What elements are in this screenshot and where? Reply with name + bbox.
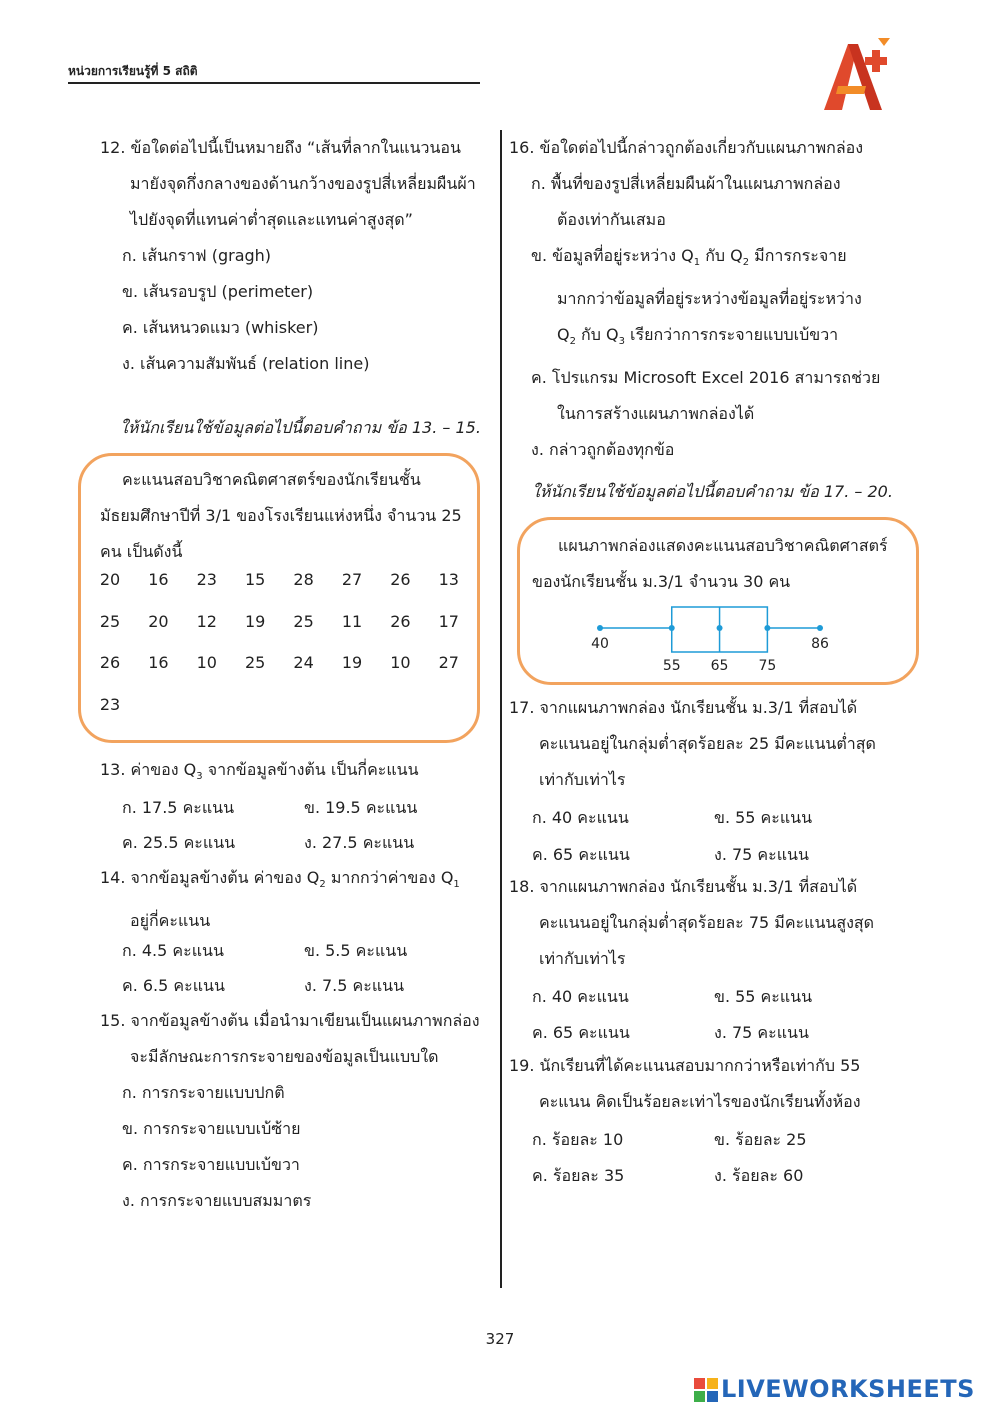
header-rule xyxy=(68,82,480,84)
q14-option-c[interactable]: ค. 6.5 คะแนน xyxy=(122,976,225,995)
score-cell: 20 xyxy=(148,611,169,631)
question-16 xyxy=(509,130,880,468)
q18-line-1: 18. จากแผนภาพกล่อง นักเรียนชั้น ม.3/1 ที่สอบได้ xyxy=(509,877,858,896)
score-cell: 23 xyxy=(99,694,121,714)
q16-b-text-2: กับ Q xyxy=(700,246,743,265)
q12-line-3: ไปยังจุดที่แทนค่าต่ำสุดและแทนค่าสูงสุด” xyxy=(130,210,413,229)
label-median: 65 xyxy=(710,658,729,674)
score-cell: 11 xyxy=(341,611,363,631)
q14-text-b: มากกว่าค่าของ Q xyxy=(325,868,454,887)
intro-17-20: ให้นักเรียนใช้ข้อมูลต่อไปนี้ตอบคำถาม ข้อ 17. – 20. xyxy=(532,482,893,501)
score-cell: 10 xyxy=(196,653,217,672)
score-cell: 25 xyxy=(293,611,314,631)
q12-option-a[interactable]: ก. เส้นกราฟ (gragh) xyxy=(122,246,272,265)
question-15 xyxy=(100,1003,480,1219)
q17-line-2: คะแนนอยู่ในกลุ่มต่ำสุดร้อยละ 25 มีคะแนนต่ำสุด xyxy=(539,734,876,753)
q17-line-1: 17. จากแผนภาพกล่อง นักเรียนชั้น ม.3/1 ที่สอบได้ xyxy=(509,698,858,717)
score-cell: 25 xyxy=(99,611,121,631)
score-cell: 26 xyxy=(99,653,121,672)
q15-option-b[interactable]: ข. การกระจายแบบเบ้ซ้าย xyxy=(122,1119,301,1138)
data-box-text xyxy=(100,462,462,570)
boxplot-caption xyxy=(532,528,888,600)
max-point xyxy=(817,625,823,631)
question-17 xyxy=(509,690,876,798)
question-18 xyxy=(509,869,874,977)
score-cell: 15 xyxy=(245,570,266,589)
q15-line-2: จะมีลักษณะการกระจายของข้อมูลเป็นแบบใด xyxy=(130,1047,439,1066)
q14-line-2: อยู่กี่คะแนน xyxy=(130,911,211,931)
q13-option-c[interactable]: ค. 25.5 คะแนน xyxy=(122,833,236,852)
q12-line-1: 12. ข้อใดต่อไปนี้เป็นหมายถึง “เส้นที่ลากในแนวนอน xyxy=(100,138,461,157)
question-12 xyxy=(100,130,476,382)
q18-line-2: คะแนนอยู่ในกลุ่มต่ำสุดร้อยละ 75 มีคะแนนสูงสุด xyxy=(539,913,875,932)
score-cell: 27 xyxy=(341,570,363,589)
q19-option-b[interactable]: ข. ร้อยละ 25 xyxy=(714,1130,807,1149)
q18-option-d[interactable]: ง. 75 คะแนน xyxy=(714,1023,809,1042)
q12-option-d[interactable]: ง. เส้นความสัมพันธ์ (relation line) xyxy=(122,354,370,373)
q19-option-d[interactable]: ง. ร้อยละ 60 xyxy=(714,1166,804,1185)
q12-option-b[interactable]: ข. เส้นรอบรูป (perimeter) xyxy=(122,282,314,301)
q18-option-c[interactable]: ค. 65 คะแนน xyxy=(532,1023,630,1042)
q14-option-a[interactable]: ก. 4.5 คะแนน xyxy=(122,941,224,960)
score-cell: 17 xyxy=(438,611,459,631)
boxplot-caption-2: ของนักเรียนชั้น ม.3/1 จำนวน 30 คน xyxy=(532,572,791,591)
a-plus-logo-icon xyxy=(818,36,898,112)
q18-option-a[interactable]: ก. 40 คะแนน xyxy=(532,987,629,1006)
score-cell: 20 xyxy=(99,570,121,589)
q14-sub-b: 1 xyxy=(453,879,460,891)
q16-line-1: 16. ข้อใดต่อไปนี้กล่าวถูกต้องเกี่ยวกับแผนภาพกล่อง xyxy=(509,138,864,157)
q14-option-d[interactable]: ง. 7.5 คะแนน xyxy=(304,976,404,995)
q16-option-a[interactable]: ก. พื้นที่ของรูปสี่เหลี่ยมผืนผ้าในแผนภาพกล่อง xyxy=(531,174,841,193)
q15-option-a[interactable]: ก. การกระจายแบบปกติ xyxy=(122,1083,285,1102)
q17-option-b[interactable]: ข. 55 คะแนน xyxy=(714,808,813,827)
q16-option-b-cont: มากกว่าข้อมูลที่อยู่ระหว่างข้อมูลที่อยู่ระหว่าง xyxy=(557,289,862,309)
q17-option-c[interactable]: ค. 65 คะแนน xyxy=(532,845,630,864)
q16-b-text-1: ข. ข้อมูลที่อยู่ระหว่าง Q xyxy=(531,246,694,265)
q15-option-c[interactable]: ค. การกระจายแบบเบ้ขวา xyxy=(122,1155,300,1174)
min-point xyxy=(597,625,603,631)
score-cell: 26 xyxy=(390,611,411,631)
q16-b3-sub-1: 2 xyxy=(569,336,576,348)
label-q3: 75 xyxy=(758,658,777,674)
q16-option-c[interactable]: ค. โปรแกรม Microsoft Excel 2016 สามารถช่วย xyxy=(531,368,881,388)
page-number: 327 xyxy=(485,1330,515,1348)
score-cell: 24 xyxy=(293,653,314,672)
q19-option-c[interactable]: ค. ร้อยละ 35 xyxy=(532,1166,625,1185)
unit-header: หน่วยการเรียนรู้ที่ 5 สถิติ xyxy=(68,64,198,78)
q16-option-d[interactable]: ง. กล่าวถูกต้องทุกข้อ xyxy=(531,440,675,460)
q14-option-b[interactable]: ข. 5.5 คะแนน xyxy=(304,941,408,960)
question-19 xyxy=(509,1048,861,1120)
q12-option-c[interactable]: ค. เส้นหนวดแมว (whisker) xyxy=(122,318,319,337)
q17-line-3: เท่ากับเท่าไร xyxy=(539,770,626,789)
score-cell: 19 xyxy=(341,653,363,672)
score-cell: 27 xyxy=(438,653,459,672)
q1-point xyxy=(669,625,675,631)
q13-option-d[interactable]: ง. 27.5 คะแนน xyxy=(304,833,415,852)
q16-b-text-3: มีการกระจาย xyxy=(749,246,847,265)
q17-option-d[interactable]: ง. 75 คะแนน xyxy=(714,845,809,864)
q18-line-3: เท่ากับเท่าไร xyxy=(539,949,626,968)
label-min: 40 xyxy=(591,636,609,652)
data-line-3: คน เป็นดังนี้ xyxy=(100,542,183,561)
q16-option-a-cont: ต้องเท่ากันเสมอ xyxy=(557,210,666,229)
boxplot-chart xyxy=(530,598,900,676)
q16-b-sub-1: 1 xyxy=(693,257,701,269)
q16-b3-text-3: เรียกว่าการกระจายแบบเบ้ขวา xyxy=(624,325,839,345)
q16-option-c-cont: ในการสร้างแผนภาพกล่องได้ xyxy=(557,404,755,424)
liveworksheets-brand[interactable]: LIVEWORKSHEETS xyxy=(721,1375,975,1403)
data-line-1: คะแนนสอบวิชาคณิตศาสตร์ของนักเรียนชั้น xyxy=(122,470,421,489)
q19-line-2: คะแนน คิดเป็นร้อยละเท่าไรของนักเรียนทั้งห้อง xyxy=(539,1092,861,1111)
q16-b3-sub-2: 3 xyxy=(618,336,625,348)
q13-text-a: 13. ค่าของ Q xyxy=(100,760,197,779)
q17-option-a[interactable]: ก. 40 คะแนน xyxy=(532,808,629,827)
q16-option-b[interactable] xyxy=(509,238,880,281)
boxplot-caption-1: แผนภาพกล่องแสดงคะแนนสอบวิชาคณิตศาสตร์ xyxy=(558,536,888,555)
q15-line-1: 15. จากข้อมูลข้างต้น เมื่อนำมาเขียนเป็นแผนภาพกล่อง xyxy=(100,1011,480,1030)
score-cell: 26 xyxy=(390,570,411,589)
q14-sub-a: 2 xyxy=(319,879,326,891)
score-cell: 10 xyxy=(390,653,411,672)
score-cell: 28 xyxy=(293,570,314,589)
median-point xyxy=(717,625,723,631)
q16-option-b-cont-2 xyxy=(509,317,880,360)
q18-option-b[interactable]: ข. 55 คะแนน xyxy=(714,987,813,1006)
q13-option-b[interactable]: ข. 19.5 คะแนน xyxy=(304,798,418,817)
score-cell: 19 xyxy=(245,611,266,631)
column-divider xyxy=(500,130,502,1288)
score-cell: 16 xyxy=(148,653,169,672)
score-cell: 25 xyxy=(245,653,266,672)
label-q1: 55 xyxy=(662,658,681,674)
q15-option-d[interactable]: ง. การกระจายแบบสมมาตร xyxy=(122,1191,312,1210)
q13-text-b: จากข้อมูลข้างต้น เป็นกี่คะแนน xyxy=(202,760,419,779)
question-13 xyxy=(100,752,419,795)
q3-point xyxy=(764,625,770,631)
liveworksheets-logo-icon xyxy=(694,1378,718,1402)
question-14 xyxy=(100,860,460,939)
q19-option-a[interactable]: ก. ร้อยละ 10 xyxy=(532,1130,624,1149)
q16-b3-text-1: Q xyxy=(557,325,570,345)
label-max: 86 xyxy=(811,636,829,652)
q16-b-sub-2: 2 xyxy=(742,257,750,269)
score-cell: 16 xyxy=(148,570,169,589)
q16-b3-text-2: กับ Q xyxy=(575,325,619,345)
score-cell: 12 xyxy=(196,611,217,631)
data-line-2: มัธยมศึกษาปีที่ 3/1 ของโรงเรียนแห่งหนึ่ง จำนวน 25 xyxy=(100,506,462,525)
q12-line-2: มายังจุดกึ่งกลางของด้านกว้างของรูปสี่เหลี่ยมผืนผ้า xyxy=(130,174,476,193)
q13-sub: 3 xyxy=(196,771,203,783)
q19-line-1: 19. นักเรียนที่ได้คะแนนสอบมากกว่าหรือเท่ากับ 55 xyxy=(509,1056,861,1075)
score-cell: 13 xyxy=(438,570,459,589)
q14-text-a: 14. จากข้อมูลข้างต้น ค่าของ Q xyxy=(100,868,320,887)
intro-13-15: ให้นักเรียนใช้ข้อมูลต่อไปนี้ตอบคำถาม ข้อ 13. – 15. xyxy=(120,418,481,437)
score-cell: 23 xyxy=(196,570,217,589)
q13-option-a[interactable]: ก. 17.5 คะแนน xyxy=(122,798,235,817)
